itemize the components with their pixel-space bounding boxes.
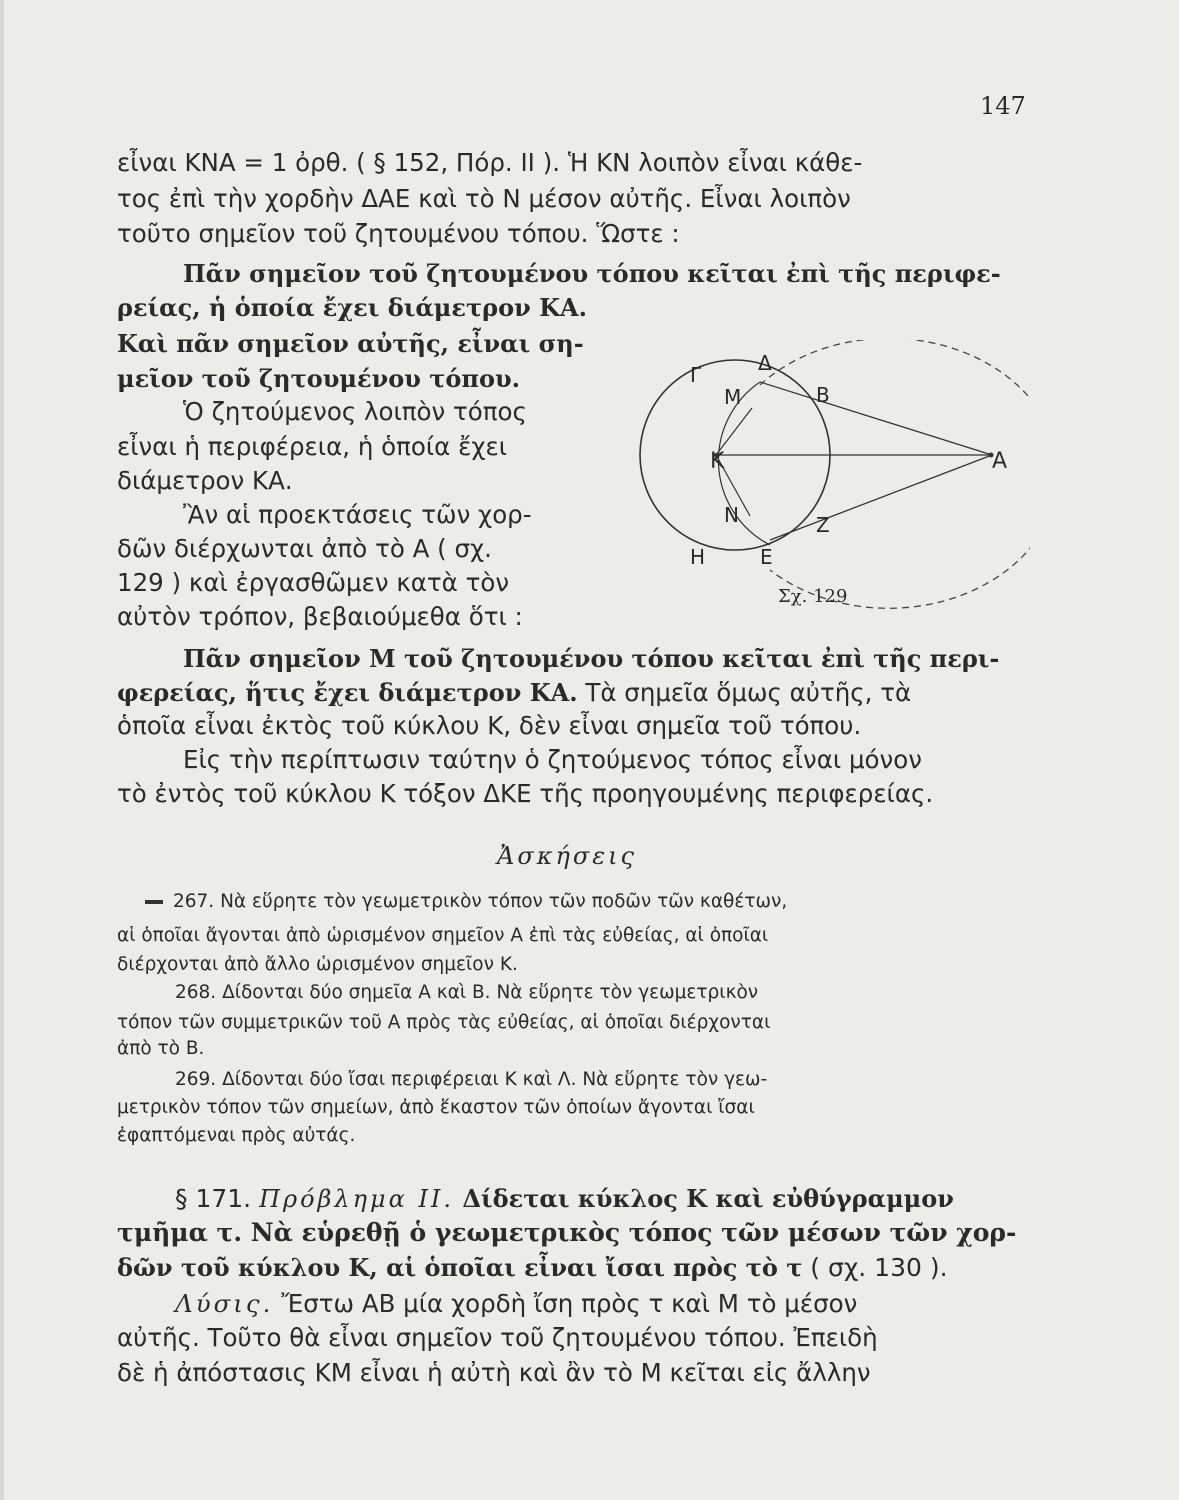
exercise-line: ἀπὸ τὸ Β. bbox=[117, 1038, 205, 1059]
exercises-heading: Ἀσκήσεις bbox=[497, 842, 637, 870]
reference-fragment: ( σχ. 130 ). bbox=[802, 1253, 948, 1282]
label-nu: Ν bbox=[724, 503, 739, 527]
theorem-line: Πᾶν σημεῖον Μ τοῦ ζητουμένου τόπου κεῖται ἐπὶ τῆς περι- bbox=[183, 644, 1000, 673]
text-line: τὸ ἐντὸς τοῦ κύκλου Κ τόξον ΔΚΕ τῆς προηγουμένης περιφερείας. bbox=[117, 779, 934, 808]
text-line: 129 ) καὶ ἐργασθῶμεν κατὰ τὸν bbox=[117, 568, 510, 597]
exercise-line: διέρχονται ἀπὸ ἄλλο ὡρισμένον σημεῖον Κ. bbox=[117, 954, 518, 975]
text-fragment: Τὰ σημεῖα ὅμως αὐτῆς, τὰ bbox=[577, 678, 912, 707]
exercise-line: τόπον τῶν συμμετρικῶν τοῦ Α πρὸς τὰς εὐθείας, αἱ ὁποῖαι διέρχονται bbox=[117, 1012, 771, 1033]
label-delta: Δ bbox=[758, 351, 772, 375]
locus-circle-dashed bbox=[760, 340, 1030, 608]
segment-km bbox=[716, 408, 752, 455]
text-line: Εἰς τὴν περίπτωσιν ταύτην ὁ ζητούμενος τόπος εἶναι μόνον bbox=[183, 745, 922, 774]
problem-label: Πρόβλημα ΙΙ. bbox=[259, 1185, 455, 1213]
text-line: εἶναι KNA = 1 ὀρθ. ( § 152, Πόρ. II ). Ἡ ΚΝ λοιπὸν εἶναι κάθε- bbox=[117, 148, 863, 177]
label-epsilon: Ε bbox=[760, 545, 773, 569]
exercise-line: ἐφαπτόμεναι πρὸς αὐτάς. bbox=[117, 1125, 356, 1146]
theorem-line: ρείας, ἡ ὁποία ἔχει διάμετρον ΚΑ. bbox=[117, 293, 587, 322]
problem-statement-line: τμῆμα τ. Νὰ εὑρεθῇ ὁ γεωμετρικὸς τόπος τῶν μέσων τῶν χορ- bbox=[117, 1218, 1017, 1247]
solution-label: Λύσις. bbox=[175, 1289, 274, 1318]
section-number: § 171. bbox=[175, 1184, 260, 1213]
exercise-269: 269. Δίδονται δύο ἴσαι περιφέρειαι Κ καὶ Λ. Νὰ εὕρητε τὸν γεω- bbox=[175, 1069, 768, 1090]
text-line: τοῦτο σημεῖον τοῦ ζητουμένου τόπου. Ὥστε : bbox=[117, 219, 680, 248]
figure-129 bbox=[620, 340, 1030, 610]
chord-da bbox=[760, 382, 992, 455]
exercise-268: 268. Δίδονται δύο σημεῖα Α καὶ Β. Νὰ εὕρητε τὸν γεωμετρικὸν bbox=[175, 982, 759, 1003]
label-alpha: Α bbox=[992, 449, 1008, 474]
exercise-line: αἱ ὁποῖαι ἄγονται ἀπὸ ὡρισμένον σημεῖον Α ἐπὶ τὰς εὐθείας, αἱ ὁποῖαι bbox=[117, 925, 769, 946]
figure-caption: Σχ. 129 bbox=[778, 586, 848, 607]
label-zeta: Ζ bbox=[816, 513, 830, 537]
mixed-line bbox=[117, 678, 911, 708]
text-line: διάμετρον ΚΑ. bbox=[117, 466, 293, 495]
chord-ea bbox=[770, 455, 992, 540]
label-gamma: Γ bbox=[690, 363, 702, 387]
text-line: Ὁ ζητούμενος λοιπὸν τόπος bbox=[183, 397, 527, 426]
label-kappa: Κ bbox=[710, 449, 725, 474]
solution-line bbox=[175, 1289, 857, 1319]
text-line: τος ἐπὶ τὴν χορδὴν ΔΑΕ καὶ τὸ Ν μέσον αὐτῆς. Εἶναι λοιπὸν bbox=[117, 184, 851, 213]
problem-statement: Δίδεται κύκλος Κ καὶ εὐθύγραμμον bbox=[454, 1184, 954, 1213]
problem-statement-line bbox=[117, 1253, 948, 1283]
theorem-line: μεῖον τοῦ ζητουμένου τόπου. bbox=[117, 364, 520, 393]
label-eta: Η bbox=[690, 545, 706, 569]
text-line: δὲ ἡ ἀπόστασις ΚΜ εἶναι ἡ αὐτὴ καὶ ἂν τὸ Μ κεῖται εἰς ἄλλην bbox=[117, 1358, 871, 1387]
theorem-line: Καὶ πᾶν σημεῖον αὐτῆς, εἶναι ση- bbox=[117, 329, 584, 358]
exercise-line bbox=[145, 890, 787, 914]
exercise-line: μετρικὸν τόπον τῶν σημείων, ἀπὸ ἕκαστον τῶν ὁποίων ἄγονται ἴσαι bbox=[117, 1097, 755, 1118]
theorem-fragment: φερείας, ἥτις ἔχει διάμετρον ΚΑ. bbox=[117, 678, 578, 707]
label-mu: Μ bbox=[724, 385, 742, 409]
text-line: δῶν διέρχωνται ἀπὸ τὸ Α ( σχ. bbox=[117, 534, 492, 563]
section-heading bbox=[175, 1184, 954, 1214]
text-line: ὁποῖα εἶναι ἐκτὸς τοῦ κύκλου Κ, δὲν εἶναι σημεῖα τοῦ τόπου. bbox=[117, 711, 862, 740]
text-line: εἶναι ἡ περιφέρεια, ἡ ὁποία ἔχει bbox=[117, 432, 508, 461]
dash-mark bbox=[145, 900, 163, 904]
label-beta: Β bbox=[816, 383, 830, 407]
page-edge bbox=[0, 0, 4, 1500]
problem-fragment: δῶν τοῦ κύκλου Κ, αἱ ὁποῖαι εἶναι ἴσαι πρὸς τὸ τ bbox=[117, 1253, 803, 1282]
text-line: Ἂν αἱ προεκτάσεις τῶν χορ- bbox=[183, 500, 532, 529]
text-line: αὐτῆς. Τοῦτο θὰ εἶναι σημεῖον τοῦ ζητουμένου τόπου. Ἐπειδὴ bbox=[117, 1323, 878, 1352]
text-line: αὐτὸν τρόπον, βεβαιούμεθα ὅτι : bbox=[117, 602, 523, 631]
solution-text: Ἔστω ΑΒ μία χορδὴ ἴση πρὸς τ καὶ Μ τὸ μέσον bbox=[273, 1289, 858, 1318]
page-number: 147 bbox=[980, 92, 1026, 120]
exercise-267: 267. Νὰ εὕρητε τὸν γεωμετρικὸν τόπον τῶν ποδῶν τῶν καθέτων, bbox=[173, 891, 788, 912]
theorem-line: Πᾶν σημεῖον τοῦ ζητουμένου τόπου κεῖται ἐπὶ τῆς περιφε- bbox=[183, 259, 1001, 288]
